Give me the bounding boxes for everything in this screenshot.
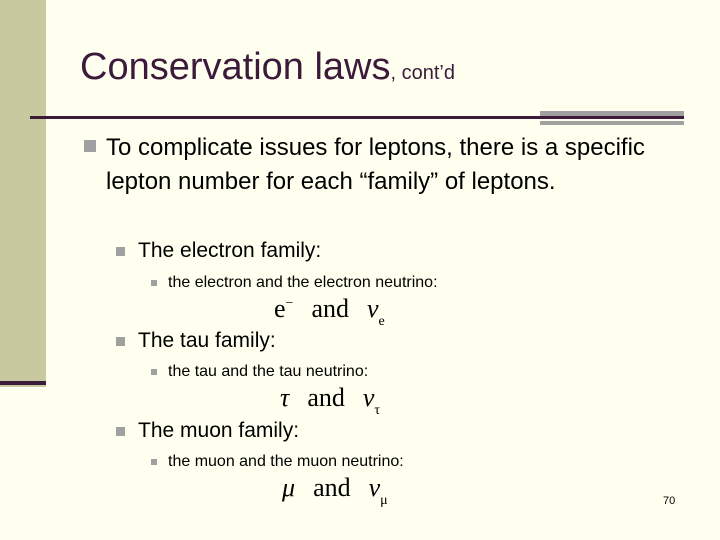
- equation-and: and: [307, 383, 345, 412]
- neutrino-symbol: ν: [367, 294, 379, 323]
- slide-title-main: Conservation laws: [80, 46, 391, 88]
- tau-symbol: τ: [280, 383, 290, 412]
- equation-tau: [280, 383, 381, 418]
- equation-and: and: [311, 294, 349, 323]
- neutrino-subscript: μ: [380, 493, 388, 508]
- equation-and: and: [313, 473, 351, 502]
- slide-title-sub: , cont’d: [390, 62, 455, 84]
- electron-charge: −: [285, 296, 294, 311]
- bullet-level2-icon: [116, 337, 125, 346]
- family-detail-tau: the tau and the tau neutrino:: [168, 363, 369, 380]
- muon-symbol: μ: [282, 473, 296, 502]
- family-detail-electron: the electron and the electron neutrino:: [168, 274, 438, 291]
- equation-electron: [274, 294, 385, 329]
- slide-title: [80, 46, 455, 89]
- bullet-level1-icon: [84, 140, 96, 152]
- family-heading-tau: The tau family:: [138, 329, 276, 352]
- bullet-level3-icon: [151, 459, 157, 465]
- title-rule: [30, 116, 684, 119]
- neutrino-subscript: e: [378, 314, 385, 329]
- title-rule-accent-bottom: [540, 121, 684, 125]
- bullet-level2-icon: [116, 247, 125, 256]
- bullet-level3-icon: [151, 280, 157, 286]
- family-heading-electron: The electron family:: [138, 239, 322, 262]
- family-detail-muon: the muon and the muon neutrino:: [168, 453, 404, 470]
- family-heading-muon: The muon family:: [138, 419, 300, 442]
- neutrino-symbol: ν: [368, 473, 381, 502]
- intro-text: To complicate issues for leptons, there is a specific lepton number for each “family” of leptons.: [106, 134, 645, 195]
- bullet-level3-icon: [151, 369, 157, 375]
- electron-symbol: e: [274, 294, 286, 323]
- equation-muon: [282, 473, 388, 508]
- left-decor-band-base: [0, 381, 46, 385]
- page-number: 70: [663, 495, 676, 507]
- left-decor-band: [0, 0, 46, 387]
- bullet-level2-icon: [116, 427, 125, 436]
- neutrino-subscript: τ: [374, 403, 381, 418]
- neutrino-symbol: ν: [362, 383, 375, 412]
